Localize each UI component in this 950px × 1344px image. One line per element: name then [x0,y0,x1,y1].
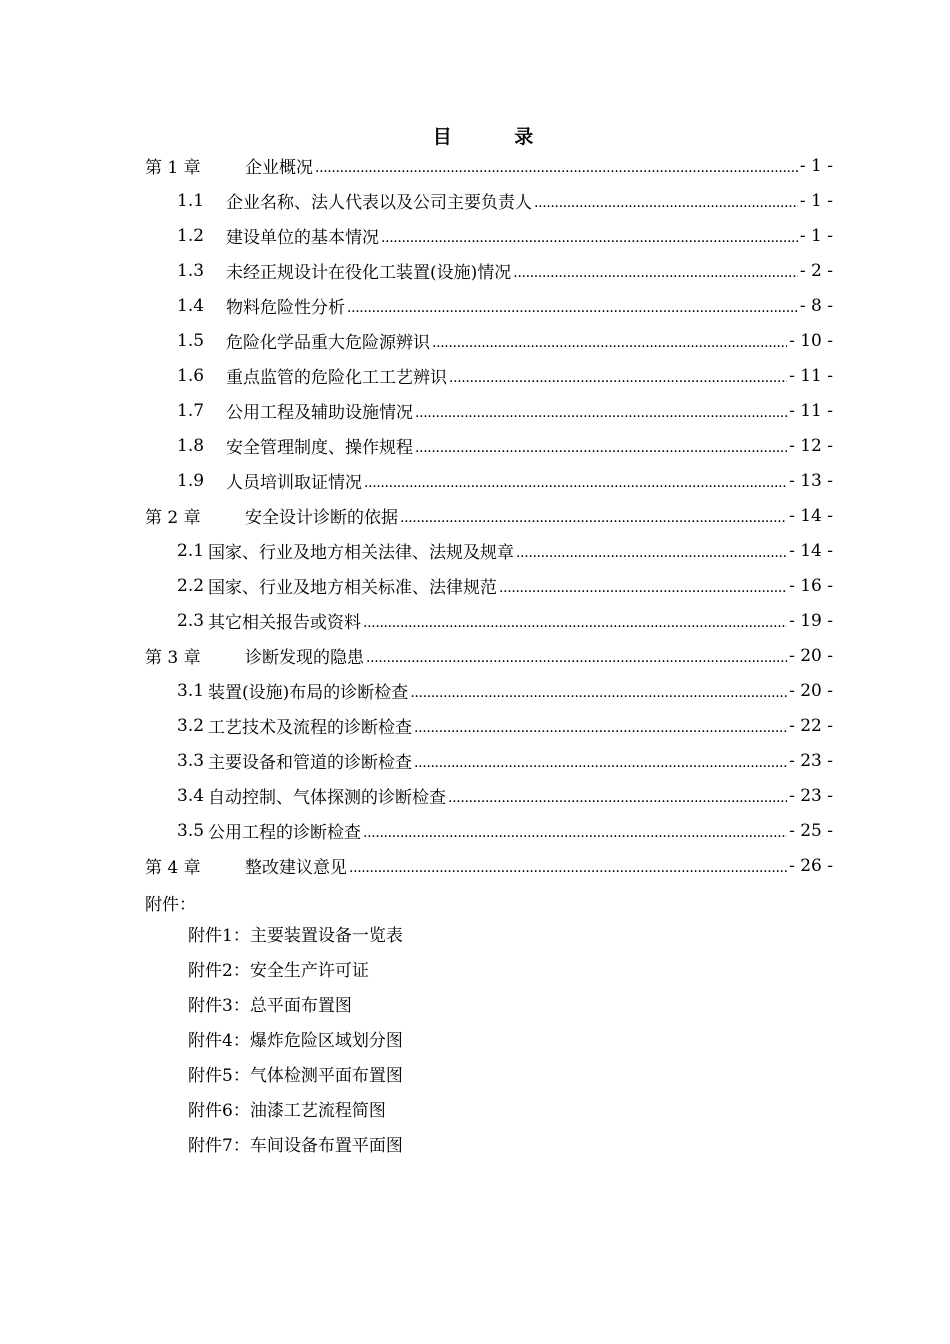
toc-page-number: - 14 - [789,540,833,561]
toc-title: 建设单位的基本情况 [226,228,379,248]
toc-title: 工艺技术及流程的诊断检查 [208,718,413,738]
toc-number: 2.3 [177,610,205,631]
toc-number: 第 1 章 [145,158,201,178]
dot-leader [349,856,787,875]
dot-leader [534,191,798,210]
toc-title: 国家、行业及地方相关标准、法律规范 [208,578,498,598]
toc-entry-1-2[interactable] [145,218,833,253]
toc-title: 人员培训取证情况 [226,473,362,493]
toc-number: 1.3 [177,260,205,281]
table-of-contents [145,148,833,883]
toc-entry-chapter-3[interactable] [145,638,833,673]
dot-leader [513,261,798,280]
toc-title: 安全设计诊断的依据 [245,508,398,528]
toc-number: 1.7 [177,400,205,421]
toc-page-number: - 26 - [789,855,833,876]
toc-number: 3.4 [177,785,205,806]
dot-leader [315,156,798,175]
toc-number: 2.1 [177,540,205,561]
toc-entry-chapter-1[interactable] [145,148,833,183]
toc-page-number: - 19 - [789,610,833,631]
dot-leader [364,471,787,490]
dot-leader [381,226,798,245]
toc-page-number: - 1 - [799,190,833,211]
toc-page-number: - 2 - [799,260,833,281]
dot-leader [432,331,787,350]
toc-title: 诊断发现的隐患 [245,648,364,668]
dot-leader [414,751,787,770]
dot-leader [363,611,787,630]
toc-page-number: - 11 - [789,365,833,386]
dot-leader [400,506,787,525]
dot-leader [363,821,787,840]
toc-title: 公用工程及辅助设施情况 [226,403,413,423]
dot-leader [499,576,787,595]
toc-number: 1.4 [177,295,205,316]
toc-number: 1.2 [177,225,205,246]
toc-title: 主要设备和管道的诊断检查 [208,753,413,773]
toc-title: 公用工程的诊断检查 [208,823,362,843]
page-title: 目 录 [432,126,562,148]
toc-page-number: - 11 - [789,400,833,421]
toc-title: 物料危险性分析 [226,298,345,318]
toc-number: 1.1 [177,190,205,211]
toc-entry-chapter-4[interactable] [145,848,833,883]
toc-entry-2-2[interactable] [145,568,833,603]
toc-page-number: - 10 - [789,330,833,351]
attachment-item: 附件5：气体检测平面布置图 [188,1066,403,1086]
toc-entry-3-2[interactable] [145,708,833,743]
toc-number: 第 4 章 [145,858,201,878]
toc-entry-3-1[interactable] [145,673,833,708]
toc-number: 3.5 [177,820,205,841]
toc-entry-1-5[interactable] [145,323,833,358]
toc-page-number: - 16 - [789,575,833,596]
toc-number: 3.3 [177,750,205,771]
dot-leader [449,366,787,385]
toc-title: 未经正规设计在役化工装置(设施)情况 [226,263,512,283]
toc-title: 自动控制、气体探测的诊断检查 [208,788,447,808]
toc-number: 1.6 [177,365,205,386]
toc-title: 安全管理制度、操作规程 [226,438,413,458]
attachments-heading: 附件： [145,895,196,915]
toc-page-number: - 22 - [789,715,833,736]
attachments-list [188,916,403,1161]
toc-page-number: - 25 - [789,820,833,841]
toc-number: 第 2 章 [145,508,201,528]
attachment-item: 附件3：总平面布置图 [188,996,352,1016]
toc-entry-1-1[interactable] [145,183,833,218]
dot-leader [347,296,798,315]
toc-entry-1-4[interactable] [145,288,833,323]
toc-entry-1-9[interactable] [145,463,833,498]
toc-title: 危险化学品重大危险源辨识 [226,333,430,353]
toc-number: 3.1 [177,680,205,701]
dot-leader [366,646,787,665]
toc-page-number: - 1 - [799,155,833,176]
attachment-item: 附件1：主要装置设备一览表 [188,926,403,946]
toc-number: 1.8 [177,435,205,456]
toc-entry-2-3[interactable] [145,603,833,638]
attachment-item: 附件2：安全生产许可证 [188,961,369,981]
attachment-item: 附件7：车间设备布置平面图 [188,1136,403,1156]
dot-leader [414,716,787,735]
toc-page-number: - 23 - [789,785,833,806]
toc-entry-3-4[interactable] [145,778,833,813]
toc-title: 装置(设施)布局的诊断检查 [208,683,409,703]
dot-leader [448,786,787,805]
toc-title: 国家、行业及地方相关法律、法规及规章 [208,543,515,563]
toc-entry-1-3[interactable] [145,253,833,288]
toc-page-number: - 14 - [789,505,833,526]
toc-title: 企业名称、法人代表以及公司主要负责人 [226,193,532,213]
toc-page-number: - 23 - [789,750,833,771]
toc-entry-1-7[interactable] [145,393,833,428]
toc-number: 1.5 [177,330,205,351]
dot-leader [415,401,787,420]
toc-entry-1-6[interactable] [145,358,833,393]
toc-page-number: - 1 - [799,225,833,246]
toc-number: 2.2 [177,575,205,596]
toc-title: 其它相关报告或资料 [208,613,362,633]
toc-entry-2-1[interactable] [145,533,833,568]
toc-page-number: - 20 - [789,680,833,701]
dot-leader [410,681,787,700]
dot-leader [415,436,787,455]
toc-title: 企业概况 [245,158,313,178]
toc-number: 3.2 [177,715,205,736]
toc-title: 整改建议意见 [245,858,347,878]
toc-page-number: - 8 - [799,295,833,316]
toc-entry-chapter-2[interactable] [145,498,833,533]
toc-entry-1-8[interactable] [145,428,833,463]
attachment-item: 附件4：爆炸危险区域划分图 [188,1031,403,1051]
toc-page-number: - 12 - [789,435,833,456]
toc-title: 重点监管的危险化工工艺辨识 [226,368,447,388]
toc-page-number: - 20 - [789,645,833,666]
dot-leader [516,541,787,560]
toc-entry-3-5[interactable] [145,813,833,848]
toc-entry-3-3[interactable] [145,743,833,778]
toc-number: 第 3 章 [145,648,201,668]
toc-number: 1.9 [177,470,205,491]
toc-page-number: - 13 - [789,470,833,491]
attachment-item: 附件6：油漆工艺流程简图 [188,1101,386,1121]
